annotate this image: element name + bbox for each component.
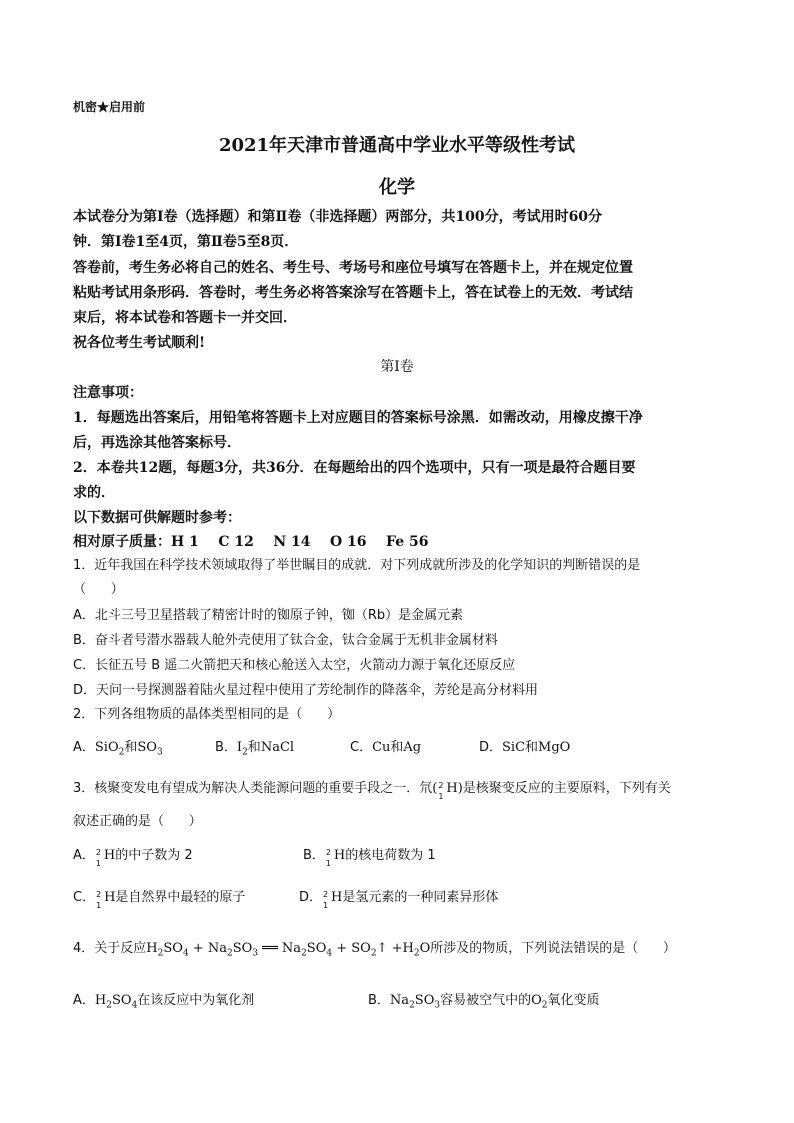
- atomic-mass-line: 相对原子质量：H 1 C 12 N 14 O 16 Fe 56: [73, 534, 429, 550]
- exam-title: 2021年天津市普通高中学业水平等级性考试: [218, 135, 576, 156]
- deuterium-symbol: 2 1: [438, 781, 444, 801]
- good-luck-line: 祝各位考生考试顺利!: [73, 335, 206, 351]
- q2-option-b: B．$I_2$和NaCl: [215, 740, 295, 758]
- note-2-line-1: 2．本卷共12题，每题3分，共36分．在每题给出的四个选项中，只有一项是最符合题目要: [73, 460, 636, 476]
- intro-line-4: 粘贴考试用条形码．答卷时，考生务必将答案涂写在答题卡上，答在试卷上的无效．考试结: [73, 285, 633, 301]
- q1-stem-line-2: （ ）: [73, 582, 124, 597]
- note-2-line-2: 求的．: [73, 485, 115, 501]
- q3-stem-line-1: 3．核聚变发电有望成为解决人类能源问题的重要手段之一．氘( 2 1 H)是核聚变反应的主要原料，下列有关: [73, 781, 671, 801]
- q2-option-d: D．SiC和MgO: [479, 740, 571, 755]
- notes-title: 注意事项：: [73, 385, 143, 401]
- q3-option-d: D． 2 1 H是氢元素的一种同素异形体: [299, 890, 499, 910]
- section-1-title: 第Ⅰ卷: [380, 359, 414, 375]
- intro-line-2: 钟．第Ⅰ卷1至4页，第Ⅱ卷5至8页．: [73, 234, 299, 250]
- q3-option-b: B． 2 1 H的核电荷数为 1: [303, 848, 436, 868]
- subject-title: 化学: [379, 177, 415, 198]
- q3-stem-line-2: 叙述正确的是（ ）: [73, 814, 202, 829]
- note-1-line-2: 后，再选涂其他答案标号．: [73, 435, 241, 451]
- q3-option-c: C． 2 1 H是自然界中最轻的原子: [73, 890, 246, 910]
- q2-option-c: C．Cu和Ag: [350, 740, 422, 755]
- q1-option-d: D．天问一号探测器着陆火星过程中使用了芳纶制作的降落伞，芳纶是高分材料用: [73, 683, 539, 698]
- q1-option-a: A．北斗三号卫星搭载了精密计时的铷原子钟，铷（Rb）是金属元素: [73, 608, 464, 623]
- confidential-label: 机密★启用前: [73, 100, 146, 114]
- intro-line-3: 答卷前，考生务必将自己的姓名、考生号、考场号和座位号填写在答题卡上，并在规定位置: [73, 260, 633, 276]
- intro-line-1: 本试卷分为第Ⅰ卷（选择题）和第Ⅱ卷（非选择题）两部分，共100分，考试用时60分: [73, 209, 603, 225]
- note-1-line-1: 1．每题选出答案后，用铅笔将答题卡上对应题目的答案标号涂黑．如需改动，用橡皮擦干净: [73, 410, 643, 426]
- q4-option-a: A．$H_2SO_4$在该反应中为氧化剂: [73, 993, 255, 1011]
- q1-option-c: C．长征五号 B 遥二火箭把天和核心舱送入太空，火箭动力源于氧化还原反应: [73, 658, 516, 673]
- q4-equation: $H_2SO_4 + Na_2SO_3$ ══ $Na_2SO_4$ + $SO_2↑ +H_2O$: [146, 941, 431, 959]
- q1-stem-line-1: 1．近年我国在科学技术领域取得了举世瞩目的成就．对下列成就所涉及的化学知识的判断错误的是: [73, 558, 641, 573]
- q4-option-b: B．$Na_2SO_3$容易被空气中的$O_2$氧化变质: [368, 993, 600, 1011]
- q4-stem: 4．关于反应$H_2SO_4 + Na_2SO_3$ ══ $Na_2SO_4$ + $SO_2↑ +H_2O$所涉及的物质，下列说法错误的是（ ）: [73, 941, 677, 959]
- q2-option-a: A．SiO$_2$和$SO_3$: [73, 740, 163, 758]
- q1-option-b: B．奋斗者号潜水器载人舱外壳使用了钛合金，钛合金属于无机非金属材料: [73, 633, 498, 648]
- q2-stem: 2．下列各组物质的晶体类型相同的是（ ）: [73, 707, 341, 722]
- data-reference: 以下数据可供解题时参考：: [73, 510, 241, 526]
- q3-option-a: A． 2 1 H的中子数为 2: [73, 848, 193, 868]
- intro-line-5: 束后，将本试卷和答题卡一并交回．: [73, 310, 297, 326]
